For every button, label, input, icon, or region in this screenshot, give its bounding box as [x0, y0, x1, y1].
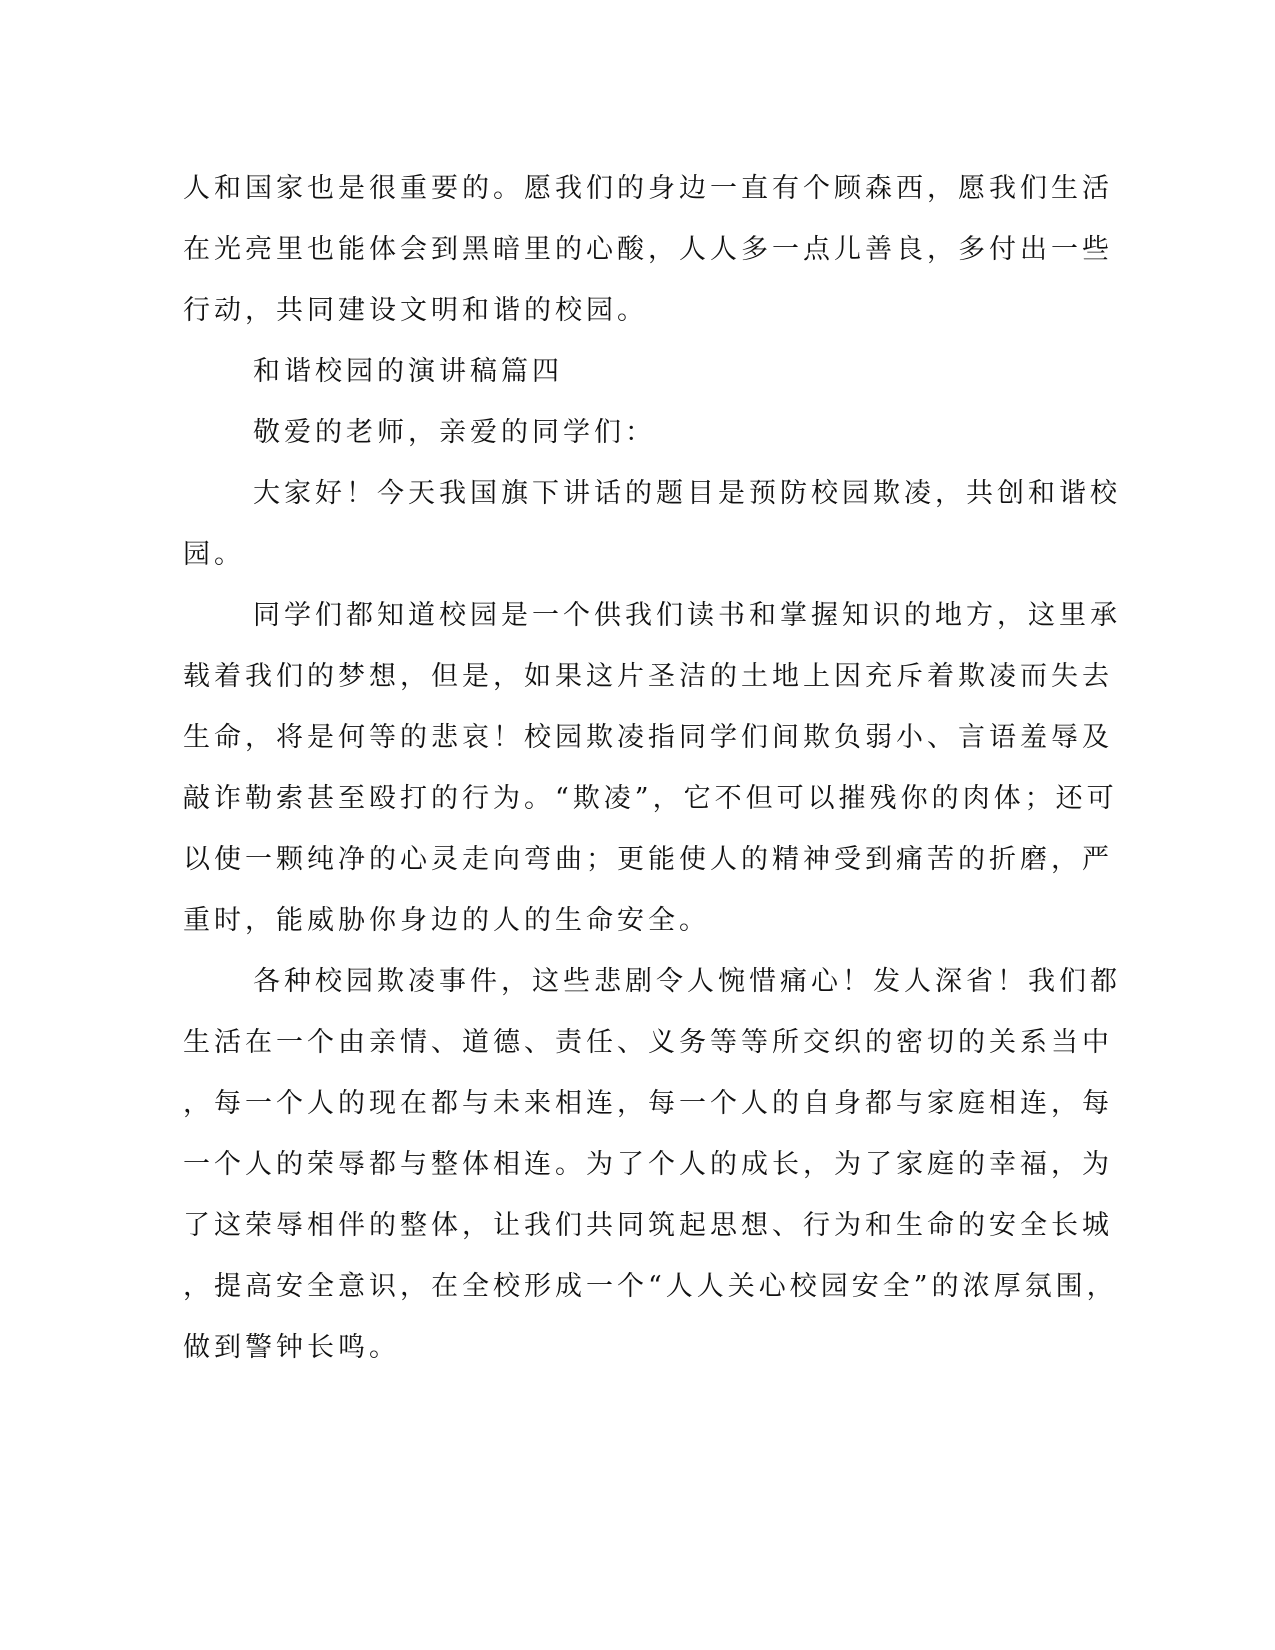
text-line: 同学们都知道校园是一个供我们读书和掌握知识的地方，这里承 — [253, 600, 1121, 631]
text-line: 园。 — [183, 539, 245, 570]
text-line: 以使一颗纯净的心灵走向弯曲；更能使人的精神受到痛苦的折磨，严 — [183, 844, 1113, 875]
text-line: 敲诈勒索甚至殴打的行为。“欺凌”，它不但可以摧残你的肉体；还可 — [183, 783, 1118, 814]
text-line: 人和国家也是很重要的。愿我们的身边一直有个顾森西，愿我们生活 — [183, 173, 1113, 204]
text-line: 大家好！今天我国旗下讲话的题目是预防校园欺凌，共创和谐校 — [253, 478, 1121, 509]
text-line: 生命，将是何等的悲哀！校园欺凌指同学们间欺负弱小、言语羞辱及 — [183, 722, 1113, 753]
text-line: 重时，能威胁你身边的人的生命安全。 — [183, 905, 710, 936]
text-line: 了这荣辱相伴的整体，让我们共同筑起思想、行为和生命的安全长城 — [183, 1210, 1113, 1241]
text-line: 生活在一个由亲情、道德、责任、义务等等所交织的密切的关系当中 — [183, 1027, 1113, 1058]
text-line: 一个人的荣辱都与整体相连。为了个人的成长，为了家庭的幸福，为 — [183, 1149, 1113, 1180]
text-line: 做到警钟长鸣。 — [183, 1332, 400, 1363]
text-line: 载着我们的梦想，但是，如果这片圣洁的土地上因充斥着欺凌而失去 — [183, 661, 1113, 692]
section-heading: 和谐校园的演讲稿篇四 — [253, 356, 563, 387]
document-body — [183, 158, 1121, 1378]
text-line: 各种校园欺凌事件，这些悲剧令人惋惜痛心！发人深省！我们都 — [253, 966, 1121, 997]
text-line: ，提高安全意识，在全校形成一个“人人关心校园安全”的浓厚氛围， — [183, 1271, 1118, 1302]
text-line: 行动，共同建设文明和谐的校园。 — [183, 295, 648, 326]
text-line: ，每一个人的现在都与未来相连，每一个人的自身都与家庭相连，每 — [183, 1088, 1113, 1119]
salutation: 敬爱的老师，亲爱的同学们： — [253, 417, 656, 448]
text-line: 在光亮里也能体会到黑暗里的心酸，人人多一点儿善良，多付出一些 — [183, 234, 1113, 265]
